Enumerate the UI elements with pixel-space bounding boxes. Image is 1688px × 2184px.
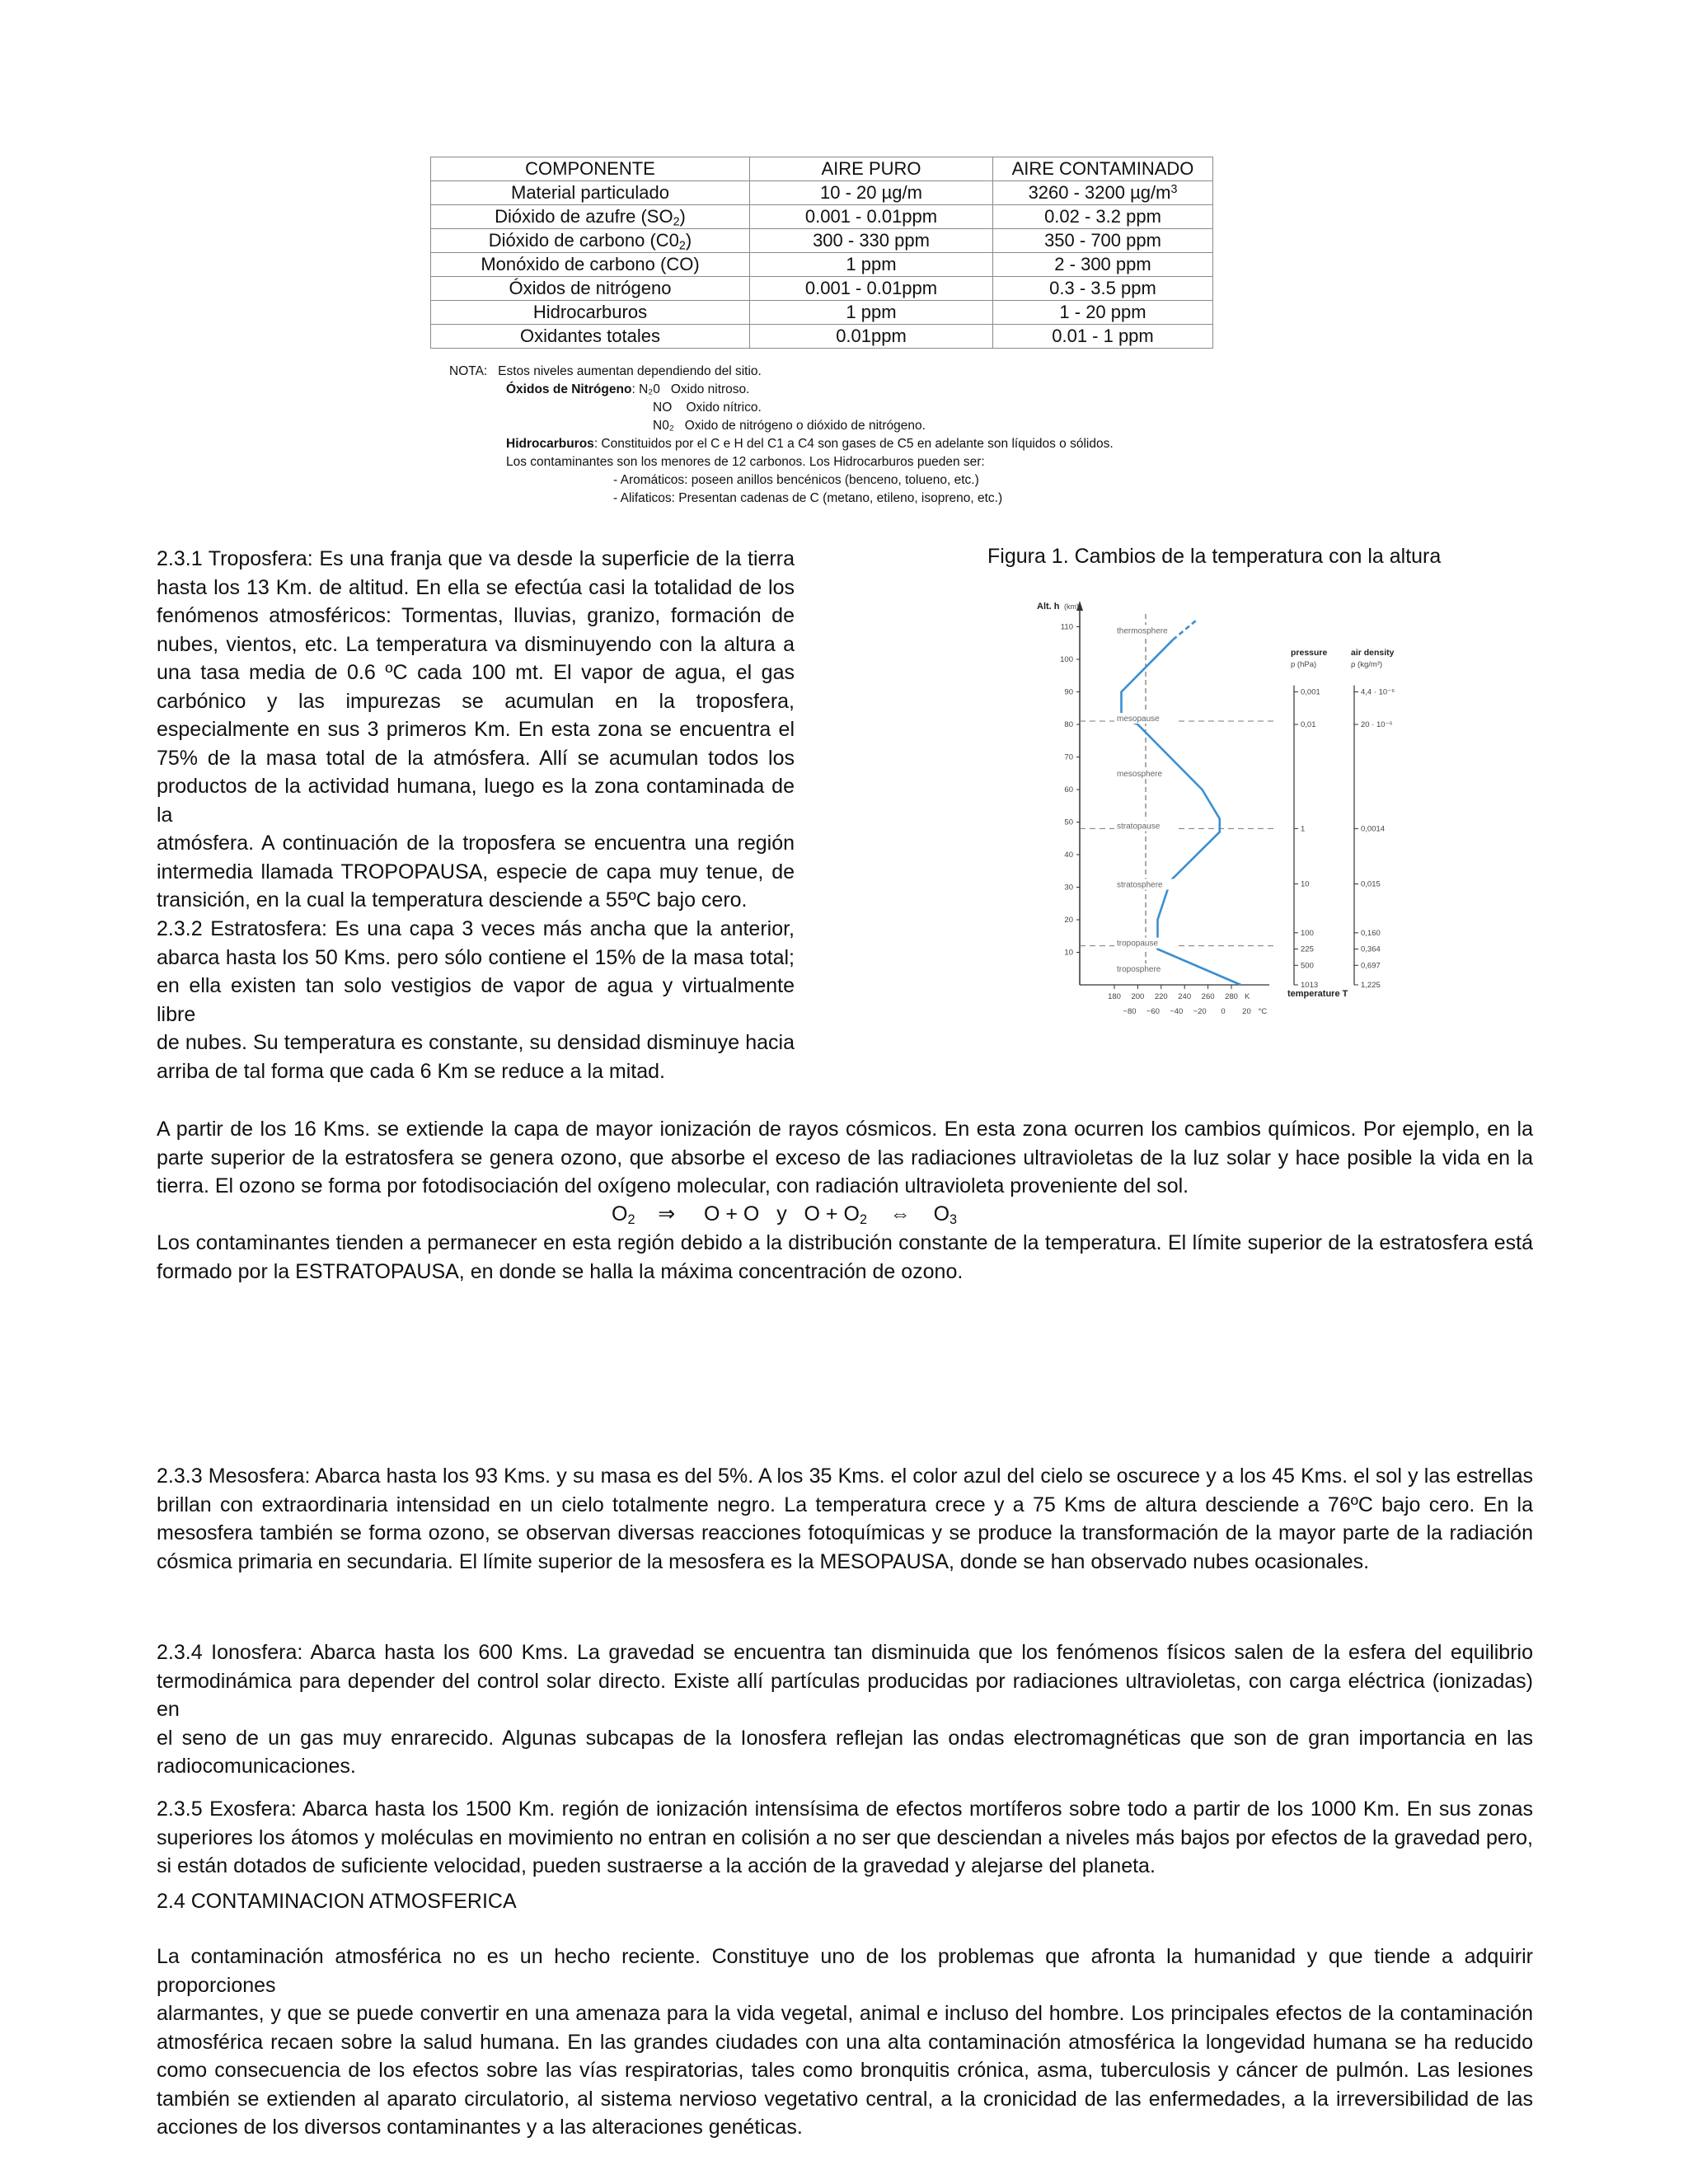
note-line (449, 363, 762, 381)
x-tick-label: 180 (1108, 992, 1121, 1001)
table-row (431, 277, 1213, 301)
ozone-equation (612, 1202, 957, 1226)
table-cell: 1 ppm (750, 253, 993, 277)
table-row (431, 301, 1213, 325)
note-line (613, 490, 1002, 508)
y-tick-label: 80 (1064, 720, 1073, 729)
text-line: formado por la ESTRATOPAUSA, en donde se halla la máxima concentración de ozono. (157, 1259, 964, 1283)
text-line: en ella existen tan solo vestigios de vapor de agua y virtualmente libre (157, 974, 795, 1026)
x-tick-label: 240 (1178, 992, 1192, 1001)
table-cell: 350 - 700 ppm (993, 229, 1213, 253)
x-tick-label-celsius: −60 (1146, 1007, 1160, 1016)
paragraph-mesosfera (157, 1462, 1533, 1576)
text-line: arriba de tal forma que cada 6 Km se reduce a la mitad. (157, 1059, 665, 1083)
note-line: Óxidos de Nitrógeno: N₂0 Oxido nitroso. (506, 382, 750, 396)
composition-table (430, 157, 1213, 349)
equilibrium-arrow-icon: ⇔ (889, 1202, 911, 1226)
table-cell: 3260 - 3200 $\mu g/m^3$ (993, 181, 1213, 205)
pressure-tick-label: 500 (1301, 961, 1314, 971)
y-tick-label: 100 (1060, 655, 1073, 664)
note-formula: NO (653, 401, 673, 415)
text-line: especialmente en sus 3 primeros Km. En esta zona se encuentra el (157, 718, 795, 741)
table-cell: Dióxido de carbono $(C0_2)$ (431, 229, 750, 253)
text-line: 2.3.1 Troposfera: Es una franja que va desde la superficie de la tierra (157, 547, 795, 570)
y-tick-label: 70 (1064, 752, 1073, 762)
note-formula: N₂0 (639, 382, 660, 396)
text-line: brillan con extraordinaria intensidad en un cielo totalmente negro. La temperatura crece y a 75 Kms de altura desciende a 76ºC bajo cero. En la (157, 1493, 1533, 1516)
paragraph-exosfera (157, 1795, 1533, 1881)
table-cell: 0.02 - 3.2 ppm (993, 205, 1213, 229)
y-tick-label: 90 (1064, 687, 1073, 697)
table-cell: 0.01ppm (750, 325, 993, 349)
text-line: transición, en la cual la temperatura desciende a 55ºC bajo cero. (157, 888, 748, 912)
table-row (431, 229, 1213, 253)
x-tick-label-celsius: −20 (1193, 1007, 1207, 1016)
table-row (431, 181, 1213, 205)
equation-term: O (933, 1202, 950, 1226)
note-text: : Constituidos por el C e H del C1 a C4 son gases de C5 en adelante son líquidos o sólidos. (593, 437, 1114, 451)
y-axis-unit: (km) (1064, 602, 1079, 611)
density-tick-label: 0,0014 (1361, 824, 1386, 834)
density-title: air density (1351, 648, 1395, 658)
x-tick-label: 220 (1154, 992, 1168, 1001)
table-cell: Dióxido de azufre $(SO_2)$ (431, 205, 750, 229)
note-text: Oxido nítrico. (686, 401, 762, 415)
table-cell: 0.3 - 3.5 ppm (993, 277, 1213, 301)
note-line (653, 399, 762, 417)
note-text: Oxido de nitrógeno o dióxido de nitrógeno. (684, 419, 926, 433)
pressure-tick-label: 0,001 (1301, 687, 1320, 697)
note-formula: N0₂ (653, 419, 674, 433)
equation-subscript: 2 (859, 1212, 867, 1228)
temperature-altitude-chart (1022, 589, 1418, 1034)
note-line (506, 435, 1114, 453)
text-line: 2.3.5 Exosfera: Abarca hasta los 1500 Km. región de ionización intensísima de efectos mortíferos sobre todo a partir de los 1000 Km. En sus zonas (157, 1797, 1533, 1821)
x-tick-label: 280 (1225, 992, 1238, 1001)
x-tick-label-celsius: 20 (1242, 1007, 1251, 1016)
section-heading: 2.4 CONTAMINACION ATMOSFERICA (157, 1890, 517, 1913)
density-tick-label: 0,160 (1361, 928, 1381, 938)
x-tick-label-celsius: −80 (1123, 1007, 1137, 1016)
paragraph-ionizacion (157, 1115, 1533, 1201)
table-header-row (431, 157, 1213, 181)
equation-term: O + O y O + O (703, 1202, 860, 1226)
pressure-tick-label: 1 (1301, 824, 1306, 834)
density-tick-label: 1,225 (1361, 981, 1381, 990)
y-axis-label: Alt. h (1037, 602, 1060, 612)
pressure-tick-label: 1013 (1301, 981, 1319, 990)
density-tick-label: 0,697 (1361, 961, 1381, 971)
density-tick-label: 4,4 · 10⁻⁶ (1361, 687, 1395, 697)
density-tick-label: 20 · 10⁻⁶ (1361, 720, 1393, 729)
paragraph-troposfera (157, 545, 795, 915)
text-line: tierra. El ozono se forma por fotodisociación del oxígeno molecular, con radiación ultravioleta proveniente del sol. (157, 1174, 1189, 1197)
text-line: fenómenos atmosféricos: Tormentas, lluvias, granizo, formación de (157, 604, 795, 627)
text-line: A partir de los 16 Kms. se extiende la capa de mayor ionización de rayos cósmicos. En esta zona ocurren los cambios químicos. Por ejemplo, en la (157, 1118, 1533, 1141)
density-tick-label: 0,364 (1361, 944, 1381, 954)
text-line: atmosférica recaen sobre la salud humana. En las grandes ciudades con una alta contaminación atmosférica la longevidad humana se ha reducido (157, 2030, 1533, 2054)
x-tick-label: 260 (1201, 992, 1215, 1001)
note-text: - Alifaticos: Presentan cadenas de C (metano, etileno, isopreno, etc.) (613, 491, 1003, 505)
layer-label: mesosphere (1117, 770, 1163, 780)
text-line: productos de la actividad humana, luego es la zona contaminada de la (157, 775, 795, 827)
text-line: nubes, vientos, etc. La temperatura va disminuyendo con la altura a (157, 632, 795, 656)
pressure-title: pressure (1291, 648, 1328, 658)
text-line: una tasa media de 0.6 ºC cada 100 mt. El vapor de agua, el gas (157, 661, 795, 684)
note-label: NOTA: (449, 364, 488, 378)
text-line: mesosfera también se forma ozono, se observan diversas reacciones fotoquímicas y se produce la transformación de la mayor parte de la radiación (157, 1521, 1533, 1544)
table-cell: 0.001 - 0.01ppm (750, 277, 993, 301)
density-unit: ρ (kg/m³) (1351, 660, 1383, 669)
x-tick-label-celsius: −40 (1170, 1007, 1184, 1016)
text-line: 75% de la masa total de la atmósfera. Allí se acumulan todos los (157, 746, 795, 770)
text-line: de nubes. Su temperatura es constante, su densidad disminuye hacia (157, 1031, 795, 1054)
figure-title: Figura 1. Cambios de la temperatura con la altura (987, 545, 1442, 568)
note-text: - Aromáticos: poseen anillos bencénicos (benceno, tolueno, etc.) (613, 473, 979, 487)
layer-label: stratopause (1117, 822, 1160, 832)
table-row (431, 253, 1213, 277)
note-line (653, 417, 926, 435)
x-unit-label-celsius: °C (1258, 1007, 1268, 1016)
note-hidro-label: Hidrocarburos (506, 437, 594, 451)
text-line: el seno de un gas muy enrarecido. Algunas subcapas de la Ionosfera reflejan las ondas electromagnéticas que son de gran importancia en las (157, 1726, 1533, 1750)
x-unit-label: K (1245, 992, 1250, 1001)
table-cell: 10 - 20 µg/m (750, 181, 993, 205)
equation-term: O (612, 1202, 628, 1226)
table-cell: Monóxido de carbono (CO) (431, 253, 750, 277)
text-line: Los contaminantes tienden a permanecer en esta región debido a la distribución constante de la temperatura. El límite superior de la estratosfera está (157, 1231, 1533, 1254)
text-line: termodinámica para depender del control solar directo. Existe allí partículas producidas por radiaciones ultravioletas, con carga eléctrica (ionizadas) en (157, 1669, 1533, 1721)
equation-subscript: 3 (950, 1212, 958, 1228)
note-line (506, 453, 985, 471)
x-axis-title: temperature T (1287, 989, 1348, 999)
x-tick-label-celsius: 0 (1221, 1007, 1226, 1016)
paragraph-ionosfera (157, 1638, 1533, 1781)
y-tick-label: 30 (1064, 883, 1073, 893)
pressure-unit: p (hPa) (1291, 660, 1317, 669)
layer-label: mesopause (1117, 715, 1160, 724)
text-line: 2.3.4 Ionosfera: Abarca hasta los 600 Kms. La gravedad se encuentra tan disminuida que los fenómenos físicos salen de la esfera del equilibrio (157, 1641, 1533, 1664)
text-line: La contaminación atmosférica no es un hecho reciente. Constituye uno de los problemas que afronta la humanidad y que tiende a adquirir proporciones (157, 1945, 1533, 1997)
y-tick-label: 60 (1064, 785, 1073, 794)
note-oxidos-label: Óxidos de Nitrógeno (506, 382, 632, 396)
text-line: cósmica primaria en secundaria. El límite superior de la mesosfera es la MESOPAUSA, donde se han observado nubes ocasionales. (157, 1549, 1370, 1573)
text-line: también se extienden al aparato circulatorio, al sistema nervioso vegetativo central, a la cronicidad de las enfermedades, a la irreversibilidad de las (157, 2087, 1533, 2111)
equation-subscript: 2 (627, 1212, 635, 1228)
text-line: 2.3.2 Estratosfera: Es una capa 3 veces más ancha que la anterior, (157, 917, 795, 940)
y-tick-label: 40 (1064, 851, 1073, 860)
note-text: Oxido nitroso. (670, 382, 750, 396)
text-line: como consecuencia de los efectos sobre las vías respiratorias, tales como bronquitis crónica, asma, tuberculosis y cáncer de pulmón. Las lesiones (157, 2059, 1533, 2082)
layer-label: troposphere (1117, 965, 1161, 975)
pressure-tick-label: 100 (1301, 928, 1314, 938)
implies-arrow-icon: ⇒ (658, 1202, 676, 1226)
text-line: atmósfera. A continuación de la troposfera se encuentra una región (157, 832, 795, 855)
text-line: hasta los 13 Km. de altitud. En ella se efectúa casi la totalidad de los (157, 575, 795, 599)
table-cell: Material particulado (431, 181, 750, 205)
table-cell: 1 - 20 ppm (993, 301, 1213, 325)
layer-label: tropopause (1117, 939, 1159, 949)
paragraph-contaminacion (157, 1943, 1533, 2142)
table-header-cell: AIRE PURO (750, 157, 993, 181)
note-line (613, 471, 979, 490)
x-tick-label: 200 (1131, 992, 1145, 1001)
density-tick-label: 0,015 (1361, 879, 1381, 889)
table-cell: Hidrocarburos (431, 301, 750, 325)
table-cell: 0.001 - 0.01ppm (750, 205, 993, 229)
pressure-tick-label: 10 (1301, 879, 1310, 889)
text-line: 2.3.3 Mesosfera: Abarca hasta los 93 Kms. y su masa es del 5%. A los 35 Kms. el color azul del cielo se oscurece y a los 45 Kms. el sol y las estrellas (157, 1465, 1533, 1488)
temperature-line (1122, 640, 1241, 985)
y-tick-label: 50 (1064, 818, 1073, 827)
paragraph-contaminantes (157, 1229, 1533, 1286)
text-line: abarca hasta los 50 Kms. pero sólo contiene el 15% de la masa total; (157, 945, 795, 969)
y-tick-label: 20 (1064, 916, 1073, 925)
text-line: acciones de los diversos contaminantes y a las alteraciones genéticas. (157, 2116, 803, 2139)
text-line: superiores los átomos y moléculas en movimiento no entran en colisión a no ser que desciendan a niveles más bajos por efectos de la gravedad pero, (157, 1825, 1533, 1849)
text-line: radiocomunicaciones. (157, 1755, 356, 1778)
table-cell: 0.01 - 1 ppm (993, 325, 1213, 349)
layer-label: stratosphere (1117, 880, 1163, 890)
table-cell: 300 - 330 ppm (750, 229, 993, 253)
text-line: alarmantes, y que se puede convertir en una amenaza para la vida vegetal, animal e incluso del hombre. Los principales efectos de la contaminación (157, 2002, 1533, 2025)
layer-label: thermosphere (1117, 626, 1168, 636)
table-cell: Oxidantes totales (431, 325, 750, 349)
y-tick-label: 10 (1064, 948, 1073, 958)
y-tick-label: 110 (1060, 622, 1073, 632)
pressure-tick-label: 225 (1301, 944, 1314, 954)
table-row (431, 205, 1213, 229)
table-header-cell: COMPONENTE (431, 157, 750, 181)
note-text: Los contaminantes son los menores de 12 carbonos. Los Hidrocarburos pueden ser: (506, 455, 985, 469)
note-text: Estos niveles aumentan dependiendo del sitio. (498, 364, 762, 378)
text-line: intermedia llamada TROPOPAUSA, especie de capa muy tenue, de (157, 860, 795, 883)
pressure-tick-label: 0,01 (1301, 720, 1316, 729)
table-header-cell: AIRE CONTAMINADO (993, 157, 1213, 181)
table-cell: Óxidos de nitrógeno (431, 277, 750, 301)
text-line: parte superior de la estratosfera se genera ozono, que absorbe el exceso de las radiaciones ultravioletas de la luz solar y hace posible la vida en la (157, 1146, 1533, 1169)
text-line: carbónico y las impurezas se acumulan en la troposfera, (157, 689, 795, 713)
table-cell: 2 - 300 ppm (993, 253, 1213, 277)
table-row (431, 325, 1213, 349)
text-line: si están dotados de suficiente velocidad, pueden sustraerse a la acción de la gravedad y alejarse del planeta. (157, 1854, 1156, 1877)
table-cell: 1 ppm (750, 301, 993, 325)
paragraph-estratosfera (157, 915, 795, 1085)
